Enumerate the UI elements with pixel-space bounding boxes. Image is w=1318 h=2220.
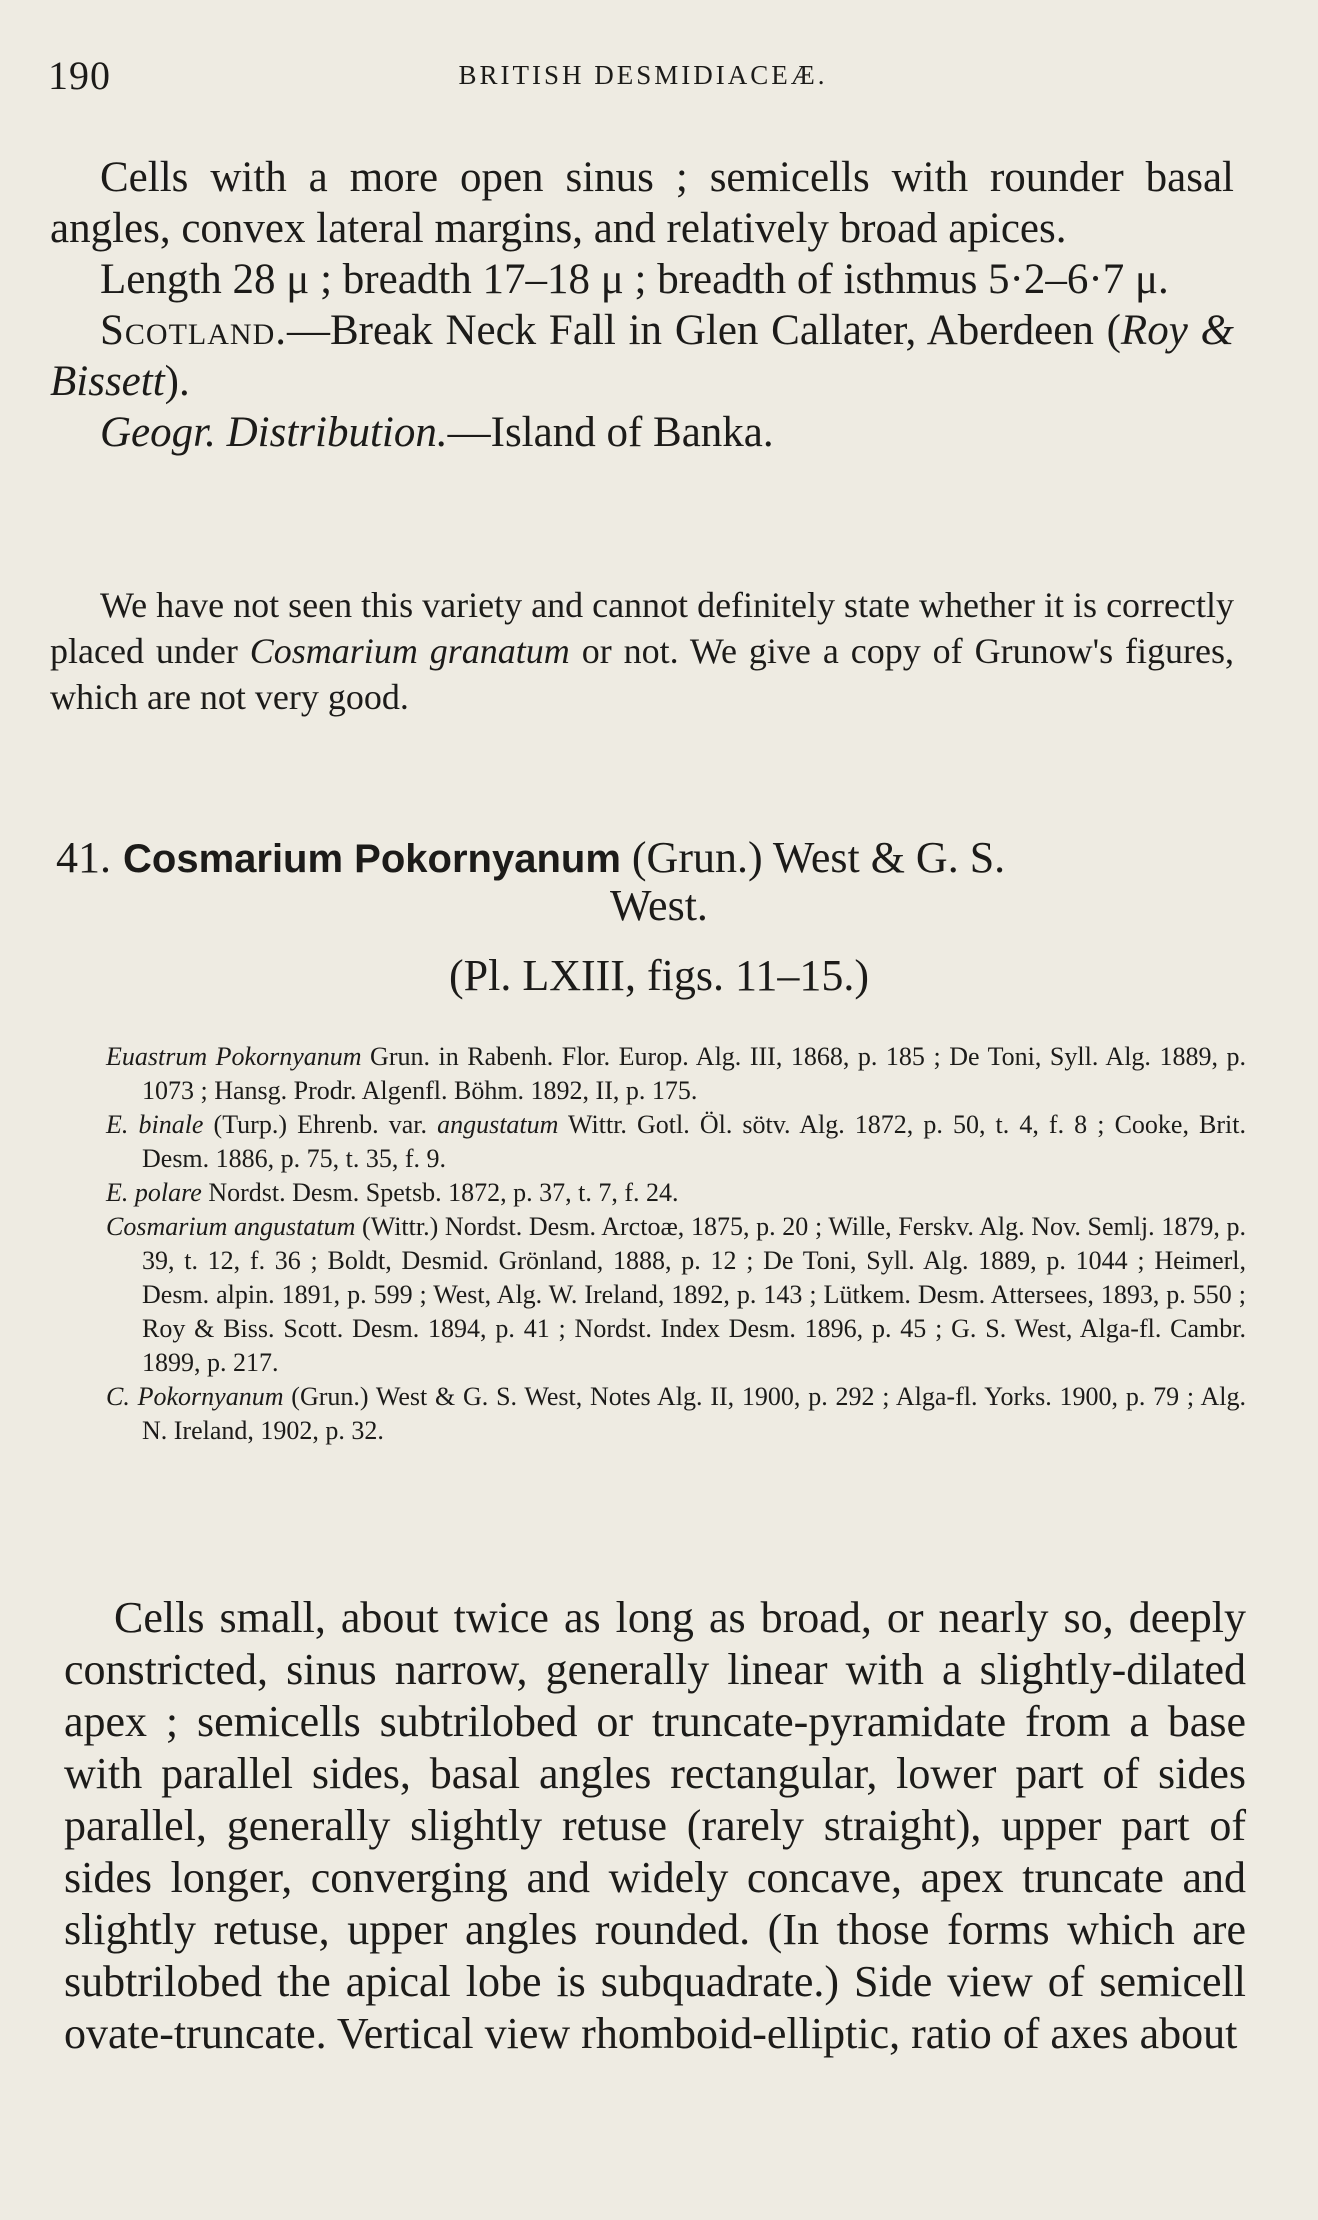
synonym-ref: Nordst. Desm. Spetsb. 1872, p. 37, t. 7, f. 24. (201, 1178, 679, 1207)
synonym-ref: (Wittr.) Nordst. Desm. Arctoæ, 1875, p. 20 ; Wille, Ferskv. Alg. Nov. Semlj. 1879, p. 39, t. 12, f. 36 ; Boldt, Desmid. Grönland, 1888, p. 12 ; De Toni, Syll. Alg. 1889, p. 1044 ; Heimerl, Desm. alpin. 1891, p. 599 ; West, Alg. W. Ireland, 1892, p. 143 ; Lütkem. Desm. Attersees, 1893, p. 550 ; Roy & Biss. Scott. Desm. 1894, p. 41 ; Nordst. Index Desm. 1896, p. 45 ; G. S. West, Alga-fl. Cambr. 1899, p. 217. (142, 1212, 1246, 1377)
locality-close: ). (164, 358, 190, 405)
synonym-entry (106, 1380, 1246, 1448)
running-head: BRITISH DESMIDIACEÆ. (458, 60, 828, 90)
species-authority: (Grun.) West & G. S. (631, 833, 1006, 882)
variety-description: Cells with a more open sinus ; semicells with rounder basal angles, convex lateral margins, and relatively broad apices. (50, 154, 1234, 252)
species-description: Cells small, about twice as long as broad, or nearly so, deeply constricted, sinus narrow, generally linear with a slightly-dilated apex ; semicells subtrilobed or truncate-pyramidate from a base with parallel sides, basal angles rectangular, lower part of sides parallel, generally slightly retuse (rarely straight), upper part of sides longer, converging and widely concave, apex truncate and slightly retuse, upper angles rounded. (In those forms which are subtrilobed the apical lobe is subquadrate.) Side view of semicell ovate-truncate. Vertical view rhomboid-elliptic, ratio of axes about (64, 1593, 1246, 2058)
note-part2: or not. We give a copy of Grunow's figures, which are not very good. (50, 631, 1234, 717)
synonym-entry (106, 1176, 1246, 1210)
editorial-note (50, 582, 1234, 720)
synonym-entry (106, 1210, 1246, 1380)
page-header (48, 52, 1238, 102)
synonym-ref: Grun. in Rabenh. Flor. Europ. Alg. III, 1868, p. 185 ; De Toni, Syll. Alg. 1889, p. 1073 ; Hansg. Prodr. Algenfl. Böhm. 1892, II, p. 175. (142, 1042, 1246, 1105)
plate-reference: (Pl. LXIII, figs. 11–15.) (449, 951, 869, 1000)
synonym-ref: (Grun.) West & G. S. West, Notes Alg. II, 1900, p. 292 ; Alga-fl. Yorks. 1900, p. 79 ; Alg. N. Ireland, 1902, p. 32. (142, 1382, 1246, 1445)
synonym-variety: angustatum (437, 1110, 559, 1139)
note-part1: We have not seen this variety and cannot definitely state whether it is correctly placed under (50, 585, 1234, 671)
page-number: 190 (48, 53, 111, 98)
synonym-name: Euastrum Pokornyanum (106, 1042, 362, 1071)
distribution-label: Geogr. Distribution. (100, 409, 448, 456)
synonym-ref: (Turp.) Ehrenb. var. (203, 1110, 438, 1139)
synonymy-list (106, 1040, 1246, 1448)
synonym-entry (106, 1108, 1246, 1176)
distribution (50, 407, 1234, 458)
locality-region: Scotland. (100, 307, 287, 354)
synonym-entry (106, 1040, 1246, 1108)
locality (50, 305, 1234, 407)
species-name: Cosmarium Pokornyanum (123, 837, 621, 881)
synonym-name: C. Pokornyanum (106, 1382, 284, 1411)
synonym-name: E. polare (106, 1178, 202, 1207)
locality-text: —Break Neck Fall in Glen Callater, Aberdeen ( (287, 307, 1121, 354)
locality-collectors: Roy & Bissett (50, 307, 1234, 405)
distribution-text: —Island of Banka. (447, 409, 774, 456)
species-heading (56, 832, 1236, 885)
synonym-ref-cont: Wittr. Gotl. Öl. sötv. Alg. 1872, p. 50, t. 4, f. 8 ; Cooke, Brit. Desm. 1886, p. 75, t. 35, f. 9. (142, 1110, 1246, 1173)
synonym-name: E. binale (106, 1110, 204, 1139)
synonym-name: Cosmarium angustatum (106, 1212, 356, 1241)
variety-section (50, 152, 1234, 458)
species-authority-cont: West. (610, 881, 708, 930)
measurements: Length 28 μ ; breadth 17–18 μ ; breadth of isthmus 5·2–6·7 μ. (100, 256, 1169, 303)
note-species: Cosmarium granatum (249, 631, 570, 671)
species-number: 41. (56, 833, 111, 882)
